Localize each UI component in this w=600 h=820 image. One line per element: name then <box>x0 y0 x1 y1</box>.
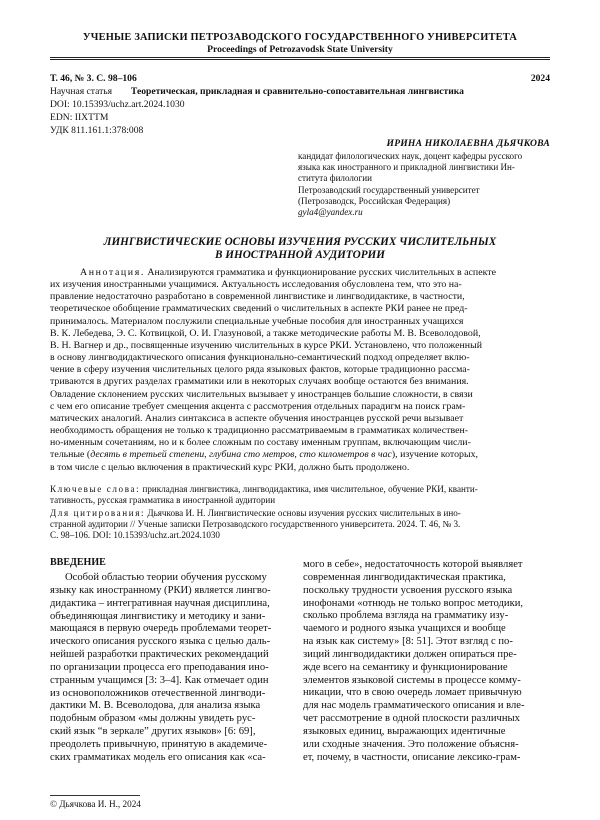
article-title <box>0 236 600 263</box>
header-rule-top <box>50 57 550 58</box>
edn: EDN: IIXTTM <box>50 112 109 123</box>
volume-line: Т. 46, № 3. С. 98–106 <box>50 73 137 84</box>
citation-label: Для цитирования: <box>50 508 146 518</box>
body-line: дактики М. В. Всеволодова, для анализа языка <box>50 700 261 712</box>
author-affiliation <box>298 151 550 218</box>
body-line: дидактика – интегративная научная дисциплина, <box>50 597 270 609</box>
abstract-line: тельные (десять в третьей степени, глубина сто метров, сто километров в час), изучение которых, <box>50 449 479 461</box>
keywords-line: Ключевые слова: прикладная лингвистика, лингводидактика, имя числительное, обучение РКИ, кванти- <box>50 484 478 494</box>
title-line: В ИНОСТРАННОЙ АУДИТОРИИ <box>215 249 385 262</box>
body-line: Особой областью теории обучения русскому <box>65 572 267 583</box>
abstract-label: Аннотация. <box>80 267 145 278</box>
footnote-rule <box>50 795 140 796</box>
abstract-line: с чем его описание требует смещения акцента с рассмотрения отдельных парадигм на поиск грам- <box>50 400 466 412</box>
citation <box>50 508 550 541</box>
body-line: никации, что в свою очередь ломает привычную <box>303 687 522 699</box>
author-email[interactable]: gyla4@yandex.ru <box>298 207 363 218</box>
abstract-line: принималось. Материалом послужили специальные учебные пособия для иностранных учащихся <box>50 315 464 327</box>
body-line: по организации процесса его преподавания ино- <box>50 661 269 673</box>
keywords-line: тативность, русская грамматика в иностранной аудитории <box>50 495 276 505</box>
title-line: ЛИНГВИСТИЧЕСКИЕ ОСНОВЫ ИЗУЧЕНИЯ РУССКИХ ЧИСЛИТЕЛЬНЫХ <box>103 236 497 248</box>
body-line: для нас модель грамматического описания и вле- <box>303 700 525 712</box>
keywords-label: Ключевые слова: <box>50 484 141 494</box>
body-line: подобным образом «мы должны увидеть рус- <box>50 713 256 725</box>
body-line: языковых единиц, выражающих идентичные <box>303 725 506 737</box>
body-line: ских грамматиках модель его описания как «са- <box>50 751 266 763</box>
abstract-line: в основу лингводидактического описания функционально-семантический подход определяет вклю- <box>50 352 470 364</box>
abstract-examples: десять в третьей степени, глубина сто метров, сто километров в час <box>90 449 392 461</box>
body-line: ет, почему, в частности, описание лексико-грам- <box>303 751 521 763</box>
citation-line: Для цитирования: Дьячкова И. Н. Лингвистические основы изучения русских числительных в ино- <box>50 508 461 518</box>
body-line: мающаяся в первую очередь проблемами теорет- <box>50 623 272 635</box>
keywords <box>50 484 550 506</box>
abstract-line: теоретическое обобщение грамматических сведений о числительных в аспекте РКИ ранее не пред- <box>50 303 468 315</box>
journal-name-en: Proceedings of Petrozavodsk State University <box>207 44 393 55</box>
citation-line: странной аудитории // Ученые записки Петрозаводского государственного университета. 2024. Т. 46, № 3. <box>50 519 461 529</box>
body-line: поскольку трудности усвоения русского языка <box>303 584 513 596</box>
body-line: чет рассмотрение в одной плоскости различных <box>303 713 520 725</box>
affiliation-line: ститута филологии <box>298 173 372 184</box>
abstract-line: В. Н. Вагнер и др., посвященные изучению числительных в курсе РКИ. Установлено, что положенный <box>50 339 482 351</box>
abstract-line: необходимость обращения не только к традиционно рассматриваемым в грамматиках количествен- <box>50 425 469 437</box>
section-heading: ВВЕДЕНИЕ <box>50 557 106 568</box>
affiliation-line: языка как иностранного и прикладной лингвистики Ин- <box>298 162 515 173</box>
abstract-line: их изучения иностранными учащимися. Актуальность исследования обусловлена тем, что это на- <box>50 279 462 291</box>
body-line: инофонами «отнюдь не только вопрос методики, <box>303 597 524 609</box>
article-type: Научная статья <box>50 86 113 97</box>
body-line: мого в себе», недостаточность которой выявляет <box>303 559 523 570</box>
body-line: объединяющая лингвистику и методику и зани- <box>50 610 266 622</box>
body-line: нейшей разработки практических рекомендаций <box>50 649 269 661</box>
body-line: сколько проблема взгляда на грамматику изу- <box>303 610 509 622</box>
body-column-left <box>50 572 282 765</box>
abstract-line: триваются в других разделах грамматики или в некоторых случаях вообще остаются без внимания. <box>50 376 469 388</box>
body-line: ического описания русского языка с целью даль- <box>50 636 271 648</box>
affiliation-line: (Петрозаводск, Российская Федерация) <box>298 195 451 206</box>
body-line: чаемого и родного языка учащихся и вообще <box>303 623 506 635</box>
citation-line: С. 98–106. DOI: 10.15393/uchz.art.2024.1030 <box>50 530 220 540</box>
body-column-right <box>303 559 535 765</box>
body-line: зиций лингводидактики должен опираться пре- <box>303 648 517 660</box>
abstract-line: Аннотация. Анализируются грамматика и функционирование русских числительных в аспекте <box>80 267 496 278</box>
journal-name-ru: УЧЕНЫЕ ЗАПИСКИ ПЕТРОЗАВОДСКОГО ГОСУДАРСТВЕННОГО УНИВЕРСИТЕТА <box>82 32 518 43</box>
header-rule-bottom <box>50 59 550 60</box>
abstract-line: Овладение склонением русских числительных вызывает у иностранцев большие сложности, в связи <box>50 388 473 400</box>
body-line: или сходные значения. Это положение объясня- <box>303 738 519 750</box>
abstract-line: правление недостаточно разработано в современной лингвистике и лингводидактике, в частности, <box>50 291 465 303</box>
copyright: © Дьячкова И. Н., 2024 <box>50 799 141 809</box>
body-line: на язык как систему» [8: 51]. Этот взгляд с по- <box>303 636 513 648</box>
abstract-line: В. К. Лебедева, Э. С. Котвицкой, О. И. Глазуновой, а также методические работы М. В. Всеволодовой, <box>50 327 481 339</box>
affiliation-line: Петрозаводский государственный университет <box>298 184 480 195</box>
body-line: преодолеть привычную, принятую в академиче- <box>50 738 268 750</box>
body-line: из основоположников отечественной лингводи- <box>50 687 266 699</box>
abstract-line: но-именным сочетаниям, но и к более сложным по составу именным группам, включающим числи- <box>50 437 471 449</box>
abstract <box>50 267 550 474</box>
body-line: элементов языковой системы в процессе комму- <box>303 674 521 686</box>
body-line: ский язык “в зеркале” других языков» [6: 69], <box>50 726 256 738</box>
author-name: ИРИНА НИКОЛАЕВНА ДЬЯЧКОВА <box>386 138 550 149</box>
affiliation-line: кандидат филологических наук, доцент кафедры русского <box>298 151 523 161</box>
body-line: странным учащимся [3: 3–4]. Как отмечает один <box>50 674 269 686</box>
year: 2024 <box>530 73 550 84</box>
abstract-line: в том числе с целью включения в практический курс РКИ, должно быть продолжено. <box>50 461 410 473</box>
abstract-line: матических аналогий. Анализ синтаксиса в аспекте обучения иностранцев русской речи вызывает <box>50 412 464 424</box>
doi[interactable]: DOI: 10.15393/uchz.art.2024.1030 <box>50 99 185 110</box>
body-line: современная лингводидактическая практика, <box>303 571 506 583</box>
udk: УДК 811.161.1:378:008 <box>50 125 144 136</box>
article-type-row <box>50 86 464 98</box>
body-line: языку как иностранному (РКИ) является лингво- <box>50 584 271 596</box>
abstract-line: чение в сферу изучения числительных целого ряда языковых фактов, которые традиционно рассма- <box>50 364 470 376</box>
body-line: жде всего на семантику и функционирование <box>303 661 508 673</box>
article-section: Теоретическая, прикладная и сравнительно-сопоставительная лингвистика <box>130 86 464 97</box>
